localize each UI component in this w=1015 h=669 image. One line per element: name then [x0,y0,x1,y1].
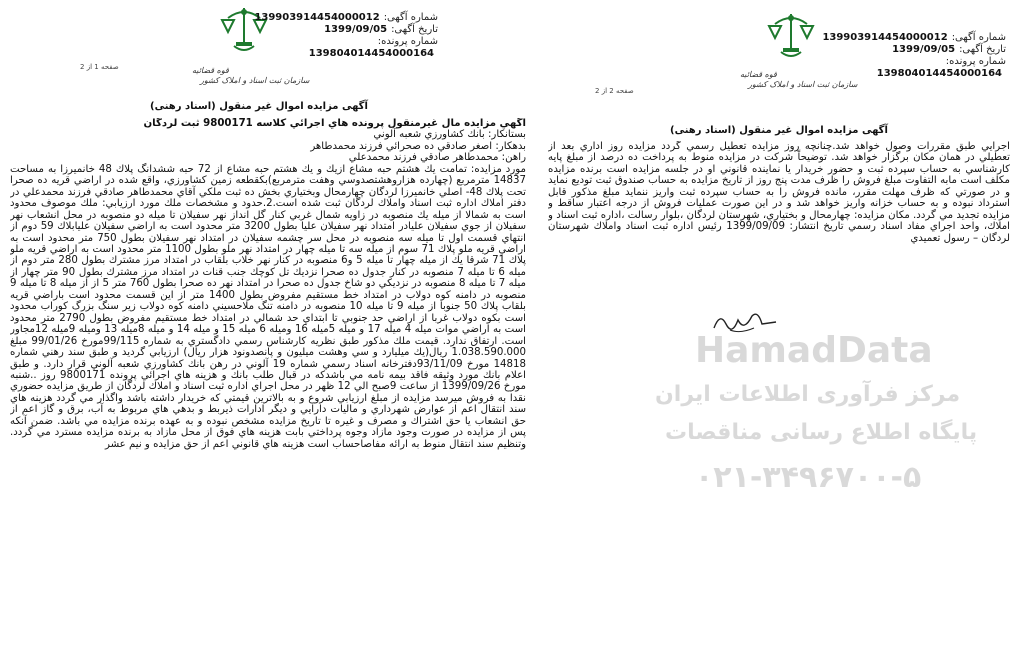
notice-heading-line: آگهي مزايده مال غيرمنقول پرونده هاي اجرائي كلاسه 9800171 ثبت لردگان [143,118,526,129]
watermark-line-2: پایگاه اطلاع رسانی مناقصات [665,420,978,445]
meta-row-case-label: شماره پرونده: [377,36,438,47]
notice-meta-block [254,12,438,60]
meta-row-notice-date: تاریخ آگهی: 1399/09/05 [324,24,438,35]
emblem-org-label: سازمان ثبت اسناد و املاک کشور [748,80,858,89]
page-number: صفحه 2 از 2 [595,87,634,95]
notice-creditor-line: بستانكار: بانك كشاورزي شعبه آلوني [373,129,526,141]
page-number: صفحه 1 از 2 [80,63,119,71]
notice-meta-block [822,32,1006,80]
meta-row-notice-date: تاریخ آگهی: 1399/09/05 [892,44,1006,55]
emblem-sub-label: قوه قضائیه [740,70,777,79]
notice-title: آگهی مزایده اموال غیر منقول (اسناد رهنی) [150,101,368,112]
notice-debtor-line: بدهكار: اصغر صادقي ده صحرائي فرزند محمدطاهر [310,140,526,152]
signature-mark [710,306,780,336]
emblem-sub-label: قوه قضائیه [192,66,229,75]
watermark-phone: ۰۲۱-۳۴۹۶۷۰۰-۵ [695,460,922,495]
emblem-org-label: سازمان ثبت اسناد و املاک کشور [200,76,310,85]
notice-closing-paragraph: اجرايي طبق مقررات وصول خواهد شد.چنانچه روز مزايده تعطيل رسمي گردد مزايده روز اداري بعد از تعطيلي در همان مكان برگزار خواهد شد. توضيحاً شركت در مزايده منوط به پرداخت ده درصد از مبلغ پايه كارشناسي به حساب سپرده ثبت و حضور خريدار يا نماينده قانوني او در جلسه مزايده است برنده مزايده مكلف است مابه التفاوت مبلغ فروش را ظرف مدت پنج روز از تاريخ مزايده به حساب صندوق ثبت توديع نمايد و در صورتي كه ظرف مهلت مقرر، مانده فروش را به حساب سپرده ثبت واريز ننمايد مبلغ مذكور قابل استرداد نبوده و به حساب خزانه واريز خواهد شد و در اين صورت عمليات فروش از درجه اعتبار ساقط و مزايده تجديد مي گردد. مكان مزايده: چهارمحال و بختياري، شهرستان لردگان ،بلوار رسالت ،اداره ثبت اسناد و املاك، واحد اجراي مفاد اسناد رسمي تاريخ انتشار: 1399/09/09 رئيس اداره ثبت اسناد واملاك شهرستان لردگان – رسول تعميدي [548,141,1010,244]
watermark-brand: HamadData [695,330,933,371]
watermark-line-1: مرکز فرآوری اطلاعات ایران [655,382,961,407]
notice-body [548,141,1010,281]
notice-main-paragraph: مورد مزايده: تمامت يك هشتم حبه مشاع ازيك و يك هشتم حبه مشاع از 72 حبه ششدانگ پلاك 48 خانميرزا به مساحت 14837 مترمربع (چهارده هزاروهشتصدوسي وهفت مترمربع)بكقطعه زمين كشاورزي، واقع شده در اراضي قريه ده صحرا تحت پلاك 48- اصلي خانميرزا لردگان چهارمحال وبختياري بخش ده ثبت ملكي آقاي محمدطاهر صادقي فرزند محمدعلي در دفتر املاك اداره ثبت اسناد واملاك لردگان ثبت شده است.2.حدود و مشخصات ملك مورد ارزيابي: ملك موصوف محدود است به شمالا از ميله يك منصوبه در زاويه شمال غربي كنار گل انداز نهر سفيلان تا ميله دو منصوبه در محل انشعاب نهر سفيلان از جوي سفيلان عليادر امتداد نهر سفيلان عليا بطول 3200 متر محدود است به اراضي سفيلان عليابلاك 59 دوم از انتهاي قسمت اول تا ميله سه منصوبه در محل سر چشمه سفيلان در امتداد نهر سفيلان بطول 750 متر محدود است به اراضي قريه ملو پلاك 71 سوم از ميله سه تا ميله چهار در امتداد نهر ملو بطول 1100 متر محدود است به اراضي قريه ملو پلاك 71 شرقا يك از ميله چهار تا ميله 5 و6 منصوبه در كنار نهر خلاب بلقاب در امتداد مرز مشترك بطول 280 متر دوم از ميله 6 تا ميله 7 منصوبه در كنار جدول ده صحرا نزديك تل كوچك جنب قنات در امتداد مرز مشترك بطول 90 متر چهار از ميله 7 تا ميله 8 منصوبه در نزديكي دو شاخ جدول ده صحرا در امتداد نهر ده صحرا بطول 760 متر 5 از از ميله 8 تا ميله 9 منصوبه در دامنه كوه دولاب در امتداد خط مستقيم مفروض بطول 1400 متر از اين قسمت محدود است باراضي قريه بلقاب پلاك 50 جنوبا از ميله 9 تا ميله 10 منصوبه در دامنه تنگ ملاحسيني دامنه كوه دولاب زير سنگ بزرگ كوراب محدود است بكوه دولاب غربا از اراضي حد جنوبي تا ابتداي حد شمالي در امتداد خط مستقيم مفروض بطول 2790 متر محدود است به اراضي موات ميله 4 ميله 17 و ميله 5ميله 16 وميله 6 ميله 15 و ميله 14 و ميله 8ميله 13 وميله 9ميله 12مجاور است. ارتفاق ندارد. قيمت ملك مذكور طبق نظريه كارشناس رسمي دادگستري به شماره 99/115مورخ 99/01/26 مبلغ 1.038.590.000 ريال(يك ميليارد و سي وهشت ميليون و پانصدونود هزار ريال) ارزيابي گرديد و طبق سند رهني شماره 14818 مورخ 93/11/09دفترخانه اسناد رسمي شماره 19 آلوني در رهن بانك كشاورزي شعبه آلوني قرار دارد. و طبق اعلام بانك مورد وثيقه فاقد بيمه نامه مي باشدكه در قبال طلب بانك و هزينه هاي اجرائي پرونده 9800171 روز ..شنبه مورخ 1399/09/26 از ساعت 9صبح الي 12 ظهر در محل اجراي اداره ثبت اسناد و املاك لردگان از طريق مزايده حضوري نقدا به فروش ميرسد مزايده از مبلغ ارزيابي شروع و به بالاترين قيمتي كه خريدار داشته باشد واگذار مي گردد هزينه هاي سند انتقال اعم از عوارض شهرداري و ماليات دارايي و ديگر ادارات ذيربط و بدهي هاي مربوط به آب، برق و گاز اعم از حق انشعاب يا حق اشتراك و مصرف و غيره تا تاريخ مزايده مشخص نبوده و به عهده برنده مزايده مي باشد. ضمن آنكه پس از مزايده در صورت وجود مازاد وجوه پرداختي بابت هزينه هاي فوق از محل مازاد به برنده مزايده مسترد مي گردد. وتنظيم سند انتقال منوط به ارائه مفاصاحساب است هزينه هاي قانوني اعم از حق مزايده و نيم عشر [10,163,526,450]
meta-row-case-number: 139804014454000164 [876,68,1002,79]
notice-page-2 [540,0,1015,669]
notice-title: آگهی مزایده اموال غیر منقول (اسناد رهنی) [670,125,888,136]
meta-row-notice-number: شماره آگهی: 139903914454000012 [822,32,1006,43]
meta-row-notice-number: شماره آگهی: 139903914454000012 [254,12,438,23]
meta-row-case-number: 139804014454000164 [308,48,434,59]
meta-row-case-label: شماره پرونده: [945,56,1006,67]
notice-mortgagor-line: راهن: محمدطاهر صادقي فرزند محمدعلي [348,152,526,164]
notice-body [10,118,526,666]
